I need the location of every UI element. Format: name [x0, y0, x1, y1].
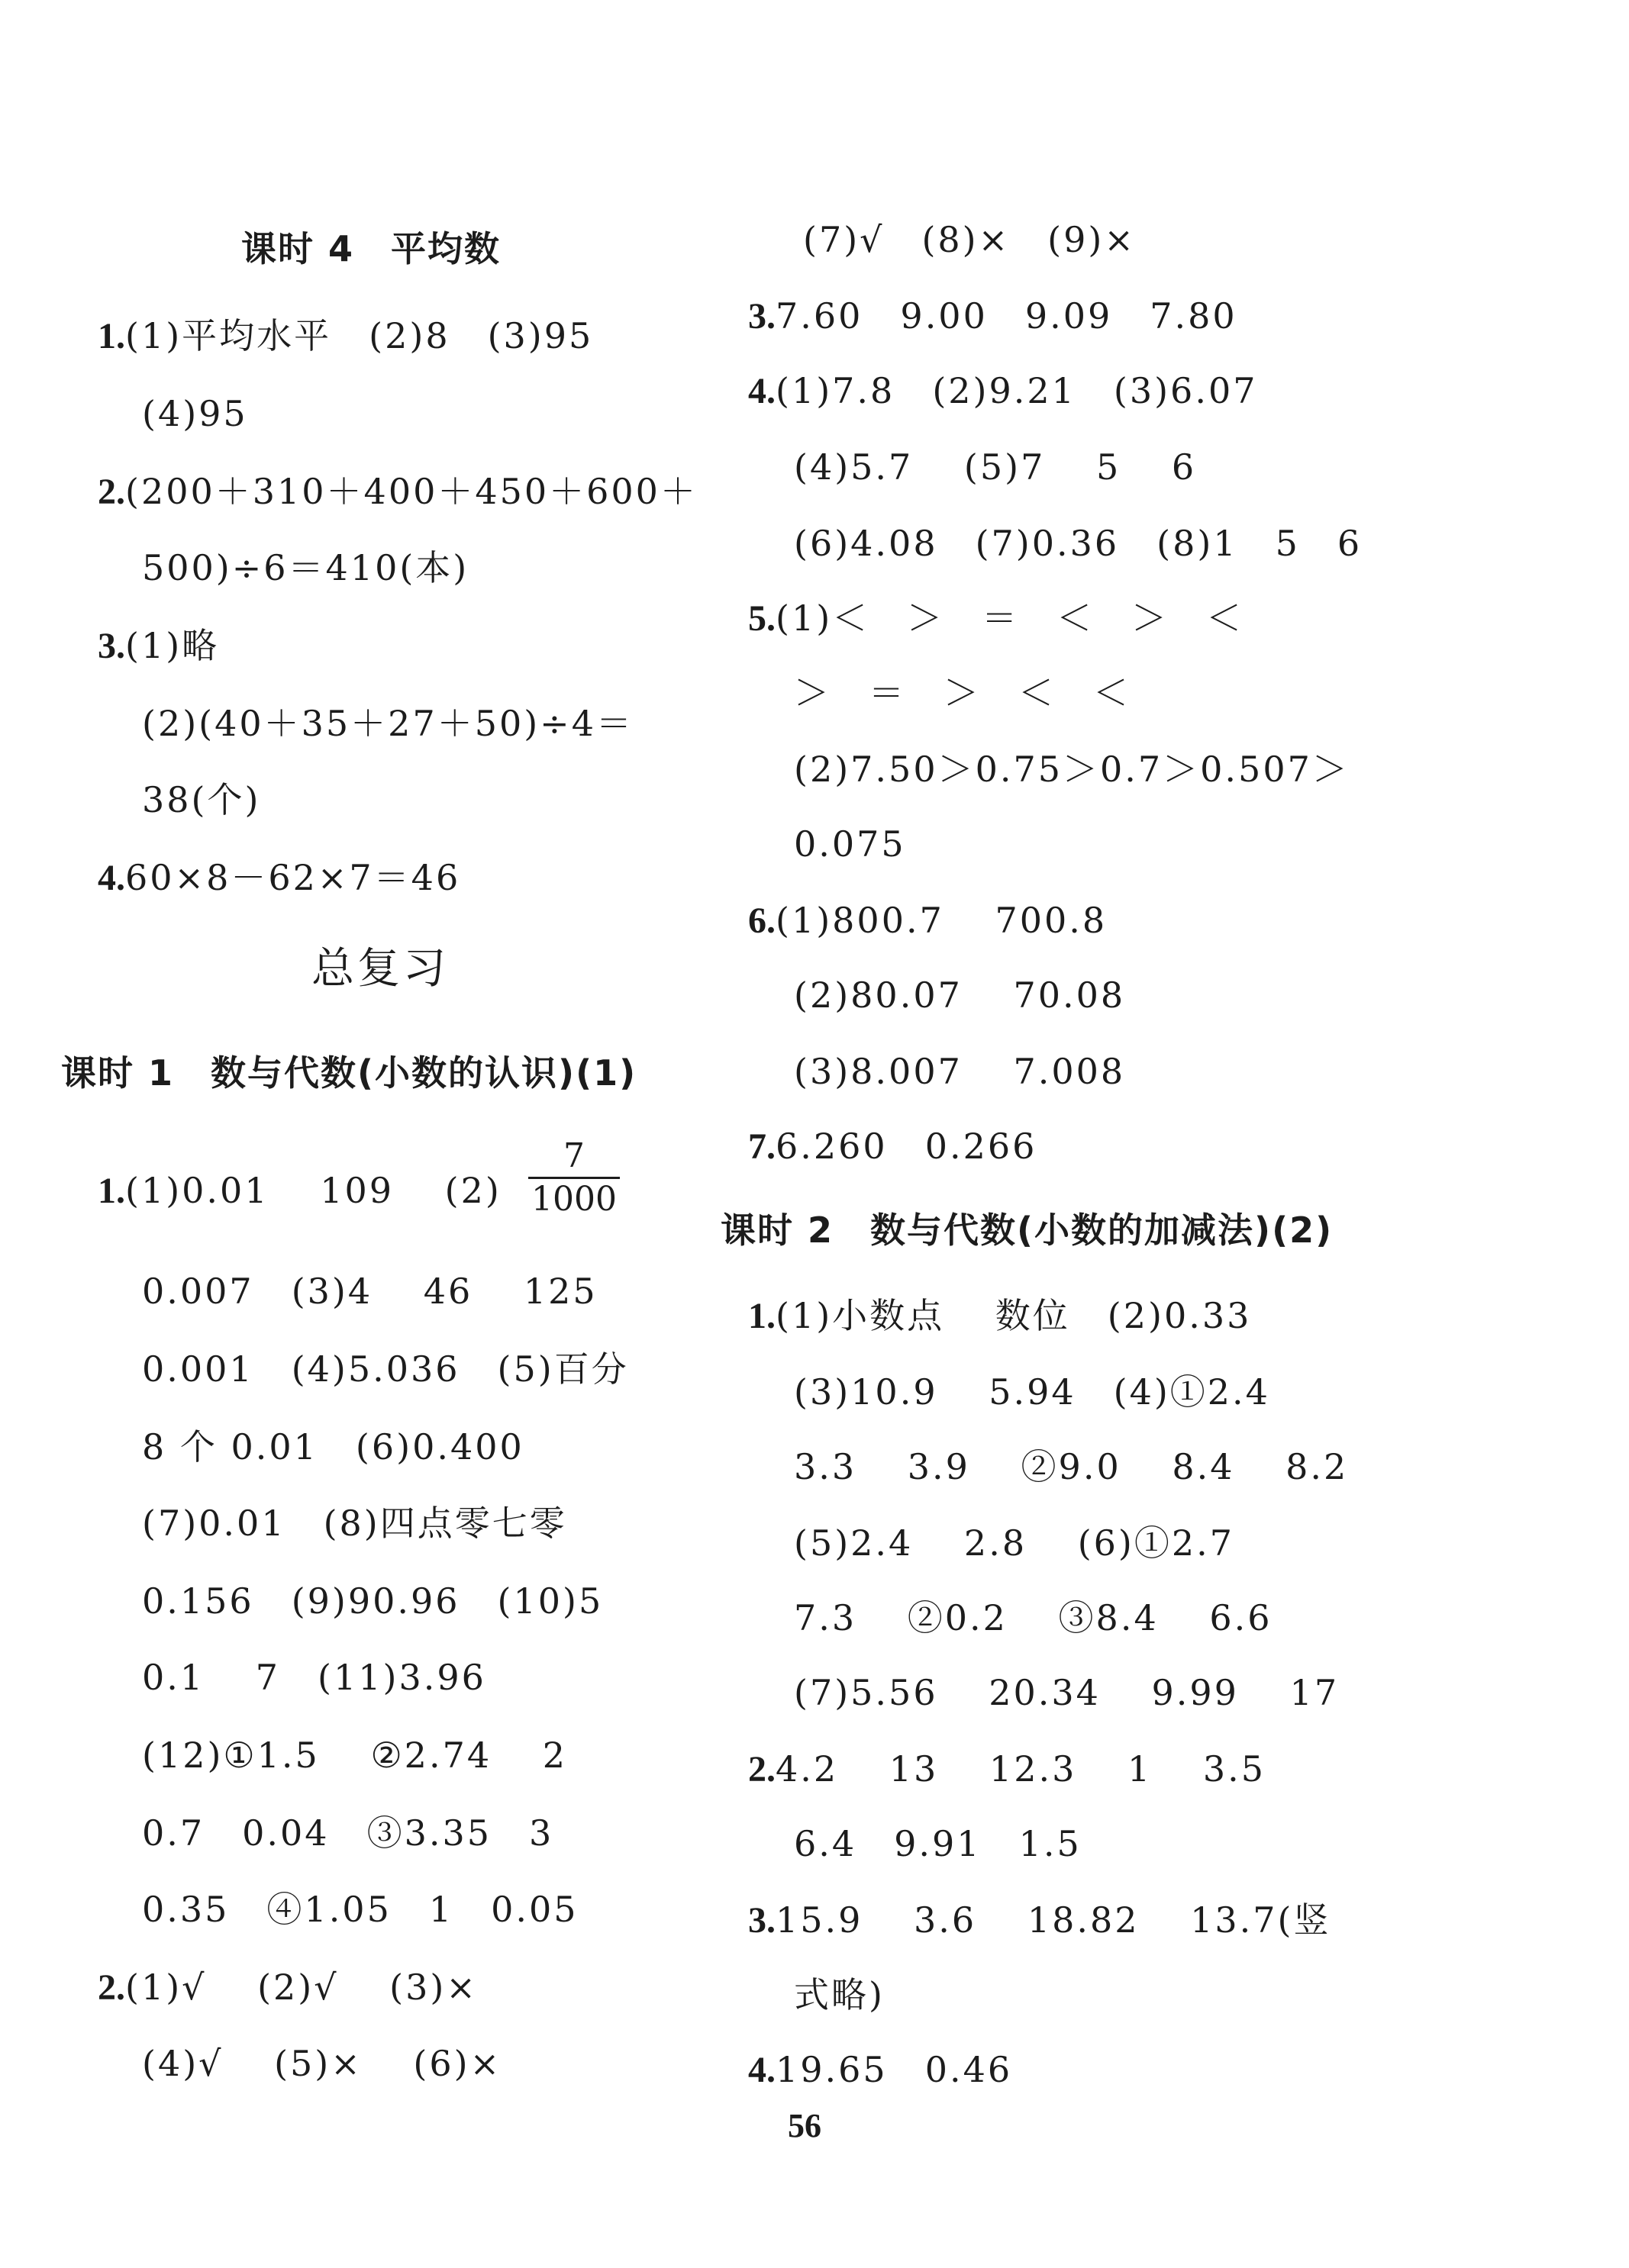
answer-line: 0.156 (9)90.96 (10)5 — [142, 1580, 604, 1622]
fraction-bar — [528, 1177, 620, 1179]
question-number: 2. — [748, 1749, 776, 1790]
answer-line: (2)(40＋35＋27＋50)÷4＝ — [142, 703, 634, 744]
question-number: 5. — [748, 598, 776, 639]
answer-line — [98, 624, 219, 668]
question-number: 4. — [98, 858, 125, 898]
answer-text: 4.2 13 12.3 1 3.5 — [776, 1748, 1266, 1790]
answer-line: 0.35 ④1.05 1 0.05 — [142, 1889, 579, 1930]
answer-text: 60×8－62×7＝46 — [125, 857, 461, 898]
answer-line — [98, 1169, 502, 1213]
answer-line: 500)÷6＝410(本) — [142, 547, 469, 588]
question-number: 4. — [748, 371, 776, 411]
answer-line: 3.3 3.9 ②9.0 8.4 8.2 — [794, 1446, 1349, 1487]
question-number: 1. — [748, 1296, 776, 1336]
answer-line: (3)8.007 7.008 — [794, 1051, 1126, 1092]
answer-line — [98, 1966, 478, 2009]
answer-line: (4)√ (5)× (6)× — [142, 2043, 502, 2084]
answer-line — [748, 1899, 1331, 1942]
question-number: 3. — [98, 626, 125, 666]
answer-text: (1)√ (2)√ (3)× — [125, 1967, 478, 2008]
fraction-denominator: 1000 — [531, 1180, 617, 1219]
answer-line: 8 个 0.01 (6)0.400 — [142, 1426, 524, 1467]
answer-line: (5)2.4 2.8 (6)①2.7 — [794, 1522, 1235, 1564]
answer-line: 0.1 7 (11)3.96 — [142, 1657, 486, 1698]
answer-text: 7.60 9.00 9.09 7.80 — [776, 295, 1237, 337]
answer-line — [98, 470, 698, 514]
answer-line: 0.007 (3)4 46 125 — [142, 1271, 598, 1312]
answer-text: (1)800.7 700.8 — [776, 900, 1108, 941]
question-number: 1. — [98, 1171, 125, 1211]
fraction-numerator: 7 — [563, 1136, 585, 1175]
answer-line: ＞ ＝ ＞ ＜ ＜ — [794, 672, 1131, 714]
question-number: 2. — [98, 472, 125, 512]
section-title: 总复习 — [311, 944, 449, 994]
answer-line — [748, 369, 1257, 413]
answer-line: 0.075 — [794, 823, 906, 865]
answer-line — [98, 856, 460, 900]
question-number: 2. — [98, 1967, 125, 2008]
answer-line: (7)√ (8)× (9)× — [803, 219, 1136, 260]
answer-line: (12)①1.5 ②2.74 2 — [142, 1735, 567, 1776]
answer-line: 38(个) — [142, 779, 261, 820]
answer-line — [98, 314, 593, 358]
answer-line: (7)5.56 20.34 9.99 17 — [794, 1672, 1340, 1713]
answer-text: (1)小数点 数位 (2)0.33 — [776, 1295, 1252, 1336]
question-number: 3. — [748, 296, 776, 337]
answer-line: (2)7.50＞0.75＞0.7＞0.507＞ — [794, 749, 1350, 790]
answer-line — [748, 899, 1107, 942]
lesson4-title: 课时 4 平均数 — [241, 228, 502, 269]
answer-line: (7)0.01 (8)四点零七零 — [142, 1503, 567, 1544]
lesson1-title: 课时 1 数与代数(小数的认识)(1) — [61, 1052, 637, 1094]
answer-text: 15.9 3.6 18.82 13.7(竖 — [776, 1899, 1331, 1941]
answer-text: 6.260 0.266 — [776, 1126, 1037, 1167]
answer-text: (1)略 — [125, 625, 220, 666]
question-number: 7. — [748, 1126, 776, 1167]
answer-line — [748, 1125, 1037, 1168]
question-number: 4. — [748, 2050, 776, 2090]
answer-line — [748, 597, 1244, 640]
answer-line — [748, 1748, 1266, 1791]
answer-line: 0.7 0.04 ③3.35 3 — [142, 1812, 554, 1854]
answer-line: (4)95 — [142, 393, 248, 434]
answer-line: 式略) — [794, 1974, 885, 2015]
answer-text: 19.65 0.46 — [776, 2049, 1013, 2090]
answer-line — [748, 295, 1237, 338]
question-number: 3. — [748, 1900, 776, 1941]
answer-line: (6)4.08 (7)0.36 (8)1 5 6 — [794, 523, 1363, 564]
answer-text: (200＋310＋400＋450＋600＋ — [125, 471, 698, 512]
answer-text: (1)＜ ＞ ＝ ＜ ＞ ＜ — [776, 598, 1244, 639]
lesson2-title: 课时 2 数与代数(小数的加减法)(2) — [721, 1210, 1334, 1251]
answer-line: 6.4 9.91 1.5 — [794, 1823, 1082, 1864]
answer-line: 7.3 ②0.2 ③8.4 6.6 — [794, 1597, 1273, 1638]
answer-text: (1)7.8 (2)9.21 (3)6.07 — [776, 370, 1258, 411]
answer-line — [748, 1294, 1251, 1338]
answer-text: (1)0.01 109 (2) — [125, 1170, 502, 1211]
answer-line: (2)80.07 70.08 — [794, 975, 1126, 1016]
answer-line: (4)5.7 (5)7 5 6 — [794, 446, 1197, 488]
page-number: 56 — [788, 2107, 821, 2144]
question-number: 1. — [98, 316, 125, 356]
answer-line — [748, 2048, 1012, 2092]
answer-text: (1)平均水平 (2)8 (3)95 — [125, 315, 594, 356]
answer-line: 0.001 (4)5.036 (5)百分 — [142, 1348, 629, 1390]
answer-line: (3)10.9 5.94 (4)①2.4 — [794, 1371, 1270, 1413]
fraction-7-over-1000 — [528, 1137, 620, 1219]
question-number: 6. — [748, 900, 776, 941]
